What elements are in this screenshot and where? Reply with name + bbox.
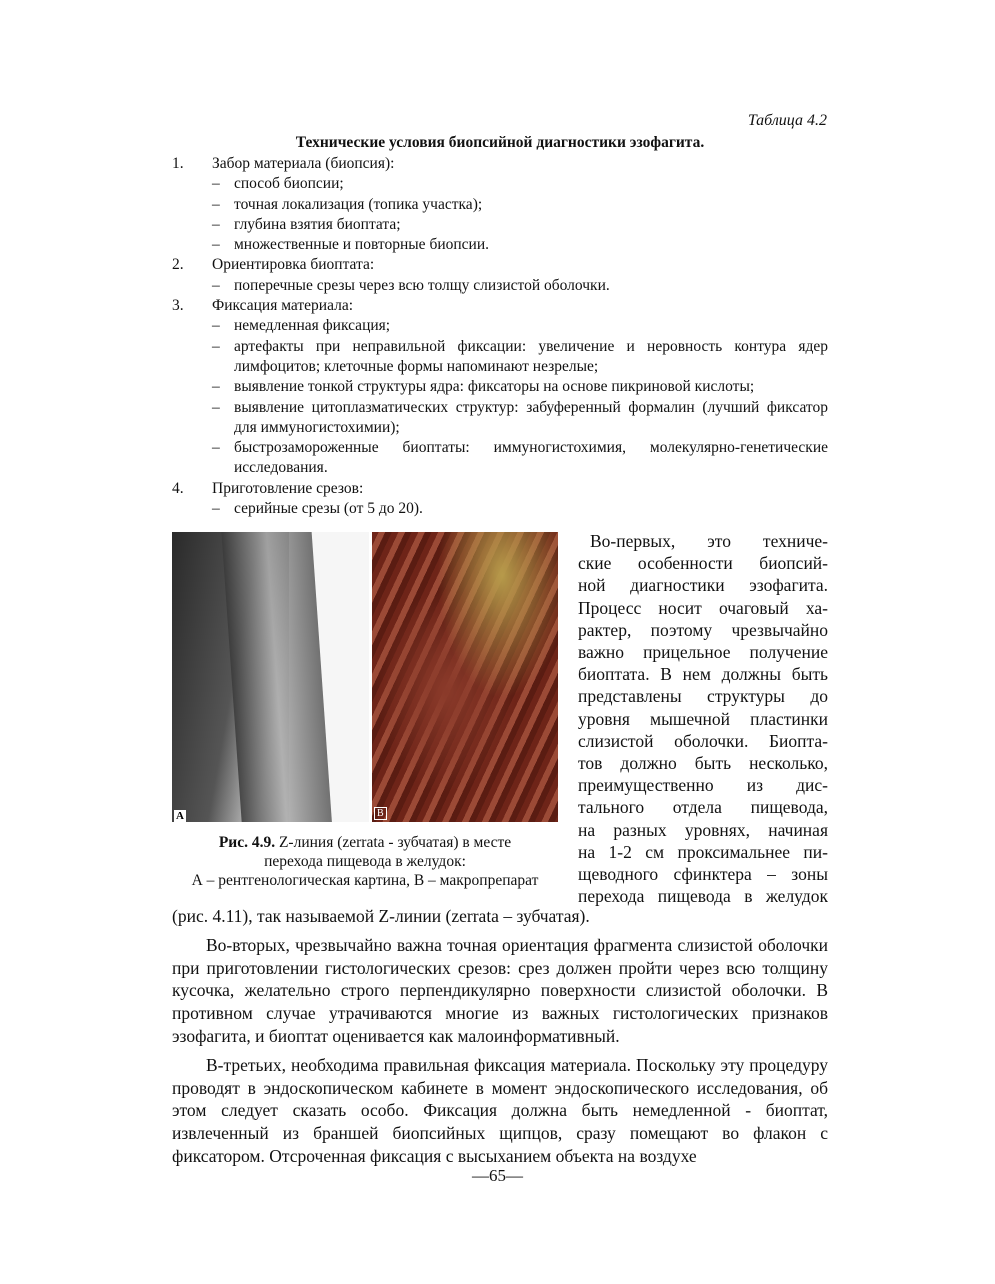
figure-label-a: A <box>176 810 184 822</box>
dash-marker: – <box>212 276 220 294</box>
list-item-heading: Ориентировка биоптата: <box>212 256 375 274</box>
text-line: представлены структуры до <box>578 686 828 707</box>
list-item-heading: Забор материала (биопсия): <box>212 155 395 172</box>
dash-marker: – <box>212 195 220 213</box>
right-column-text <box>578 530 828 907</box>
dash-marker: – <box>212 215 220 233</box>
text-line: щеводного сфинктера – зоны <box>578 864 828 885</box>
table-label: Таблица 4.2 <box>747 112 827 129</box>
list-subitem-text: выявление тонкой структуры ядра: фиксаторы на основе пикриновой кислоты; <box>234 378 755 396</box>
figure-caption <box>172 833 558 890</box>
text-line: преимущественно из дис- <box>578 775 828 796</box>
dash-marker: – <box>212 236 220 254</box>
dash-marker: – <box>212 337 220 355</box>
dash-marker: – <box>212 398 220 416</box>
paragraph: В-третьих, необходима правильная фиксация материала. Поскольку эту процедуру проводят в эндоскопическом кабинете в момент эндоскопического исследования, об этом следует сказать особо. Фиксация должна быть немедленной - биоптат, извлеченный из браншей биопсийных щипцов, сразу помещают во флакон с фиксатором. Отсроченная фиксация с высыханием объекта на воздухе <box>172 1054 828 1166</box>
figure-number: Рис. 4.9. <box>218 834 276 851</box>
caption-line: Z-линия (zerrata - зубчатая) в месте <box>275 834 512 851</box>
text-line: рактер, поэтому чрезвычайно <box>578 619 828 640</box>
body-text <box>172 905 828 1168</box>
list-subitem <box>172 215 828 235</box>
text-line: слизистой оболочки. Биопта- <box>578 730 828 751</box>
list-subitem-text: способ биопсии; <box>234 175 344 193</box>
page-number: —65— <box>472 1166 523 1185</box>
list-subitem <box>172 195 828 215</box>
dash-marker: – <box>212 378 220 396</box>
list-subitem-text: точная локализация (топика участка); <box>234 195 483 213</box>
list-item-number: 4. <box>172 479 184 497</box>
text-line: тов должно быть несколько, <box>578 753 828 774</box>
list-item-number: 3. <box>172 297 184 315</box>
text-line: тального отдела пищевода, <box>578 797 828 818</box>
text-line: важно прицельное получение <box>578 642 828 663</box>
list-item <box>172 296 828 479</box>
list-item-number: 1. <box>172 155 184 172</box>
list-subitem-text: немедленная фиксация; <box>234 317 391 335</box>
list-item-number: 2. <box>172 256 184 274</box>
text-line: ной диагностики эзофагита. <box>578 575 828 596</box>
list-item-heading: Фиксация материала: <box>212 297 354 315</box>
dash-marker: – <box>212 317 220 335</box>
text-line: биоптата. В нем должны быть <box>578 664 828 685</box>
dash-marker: – <box>212 439 220 457</box>
text-line: ские особенности биопсий- <box>578 553 828 574</box>
list-subitem <box>172 276 828 296</box>
list-subitem-text: глубина взятия биоптата; <box>234 215 401 233</box>
list-item-heading: Приготовление срезов: <box>212 479 364 497</box>
dash-marker: – <box>212 175 220 193</box>
list-item <box>172 154 828 255</box>
list-subitem <box>172 337 828 378</box>
table-title: Технические условия биопсийной диагностики эзофагита. <box>295 134 705 151</box>
list-subitem-text: множественные и повторные биопсии. <box>234 236 490 254</box>
list-subitem <box>172 377 828 397</box>
list-subitem-text: быстрозамороженные биоптаты: иммуногистохимия, молекулярно-генетические исследования. <box>234 439 828 477</box>
list-subitem <box>172 499 828 519</box>
list-subitem <box>172 398 828 439</box>
list-subitem-text: выявление цитоплазматических структур: забуференный формалин (лучший фиксатор для иммуногистохимии); <box>234 398 828 436</box>
text-line: Во-первых, это техниче- <box>590 531 828 551</box>
list-subitem <box>172 174 828 194</box>
list-subitem <box>172 316 828 336</box>
list-item <box>172 255 828 296</box>
xray-image <box>172 532 369 822</box>
list-subitem-text: артефакты при неправильной фиксации: увеличение и неровность контура ядер лимфоцитов; клеточные формы напоминают незрелые; <box>234 337 828 375</box>
text-line: уровня мышечной пластинки <box>578 708 828 729</box>
caption-line: А – рентгенологическая картина, В – макропрепарат <box>191 872 539 889</box>
macro-specimen-image <box>372 532 558 822</box>
paragraph: Во-вторых, чрезвычайно важна точная ориентация фрагмента слизистой оболочки при приготовлении гистологических срезов: срез должен пройти через всю толщину кусочка, желательно строго перпендикулярно поверхности слизистой оболочки. В противном случае утрачиваются многие из важных гистологических признаков эзофагита, и биоптат оценивается как малоинформативный. <box>172 934 828 1046</box>
text-line: перехода пищевода в желудок <box>578 886 828 907</box>
list-subitem <box>172 438 828 479</box>
requirements-list <box>172 154 828 519</box>
figure <box>172 532 558 822</box>
text-line: на 1-2 см проксимальнее пи- <box>578 841 828 862</box>
paragraph: (рис. 4.11), так называемой Z-линии (zerrata – зубчатая). <box>172 906 590 926</box>
list-item <box>172 479 828 520</box>
figure-label-b: B <box>374 807 387 820</box>
list-subitem <box>172 235 828 255</box>
text-line: на разных уровнях, начиная <box>578 819 828 840</box>
dash-marker: – <box>212 500 220 518</box>
list-subitem-text: поперечные срезы через всю толщу слизистой оболочки. <box>234 276 610 294</box>
caption-line: перехода пищевода в желудок: <box>264 853 466 870</box>
list-subitem-text: серийные срезы (от 5 до 20). <box>234 500 423 518</box>
text-line: Процесс носит очаговый ха- <box>578 597 828 618</box>
